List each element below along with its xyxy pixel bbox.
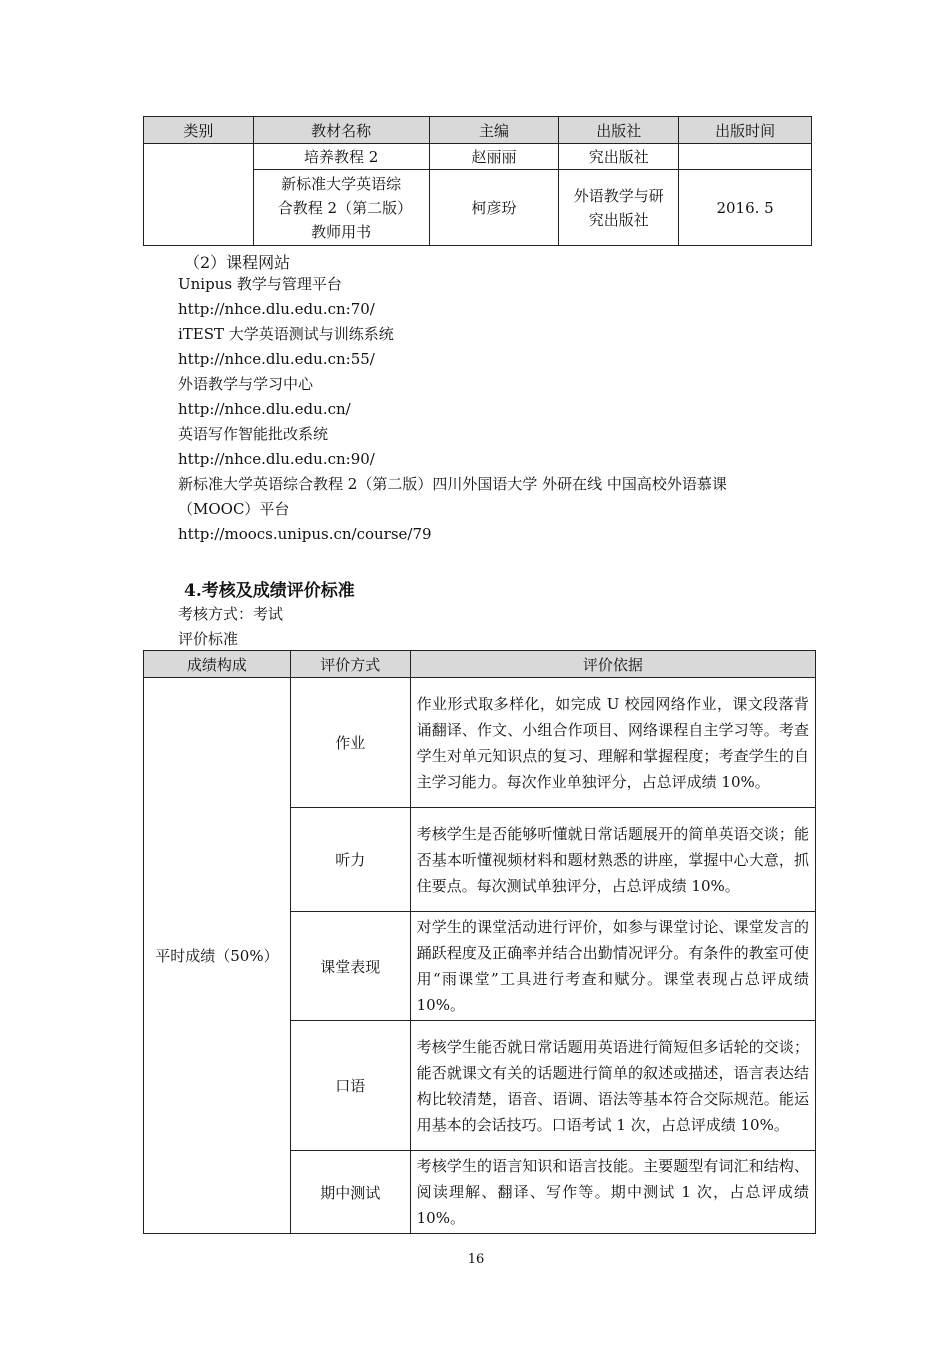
site-line: Unipus 教学与管理平台 [178, 275, 342, 293]
course-website-heading: （2）课程网站 [184, 253, 291, 272]
method-cell: 听力 [290, 808, 410, 912]
basis-cell: 考核学生是否能够听懂就日常话题展开的简单英语交谈；能否基本听懂视频材料和题材熟悉的讲座，掌握中心大意，抓住要点。每次测试单独评分，占总评成绩 10%。 [410, 808, 815, 912]
basis-cell: 对学生的课堂活动进行评价，如参与课堂讨论、课堂发言的踊跃程度及正确率并结合出勤情况评分。有条件的教室可使用“雨课堂”工具进行考查和赋分。课堂表现占总评成绩 10%。 [410, 912, 815, 1021]
method-cell: 期中测试 [290, 1151, 410, 1234]
site-link[interactable]: http://nhce.dlu.edu.cn:90/ [178, 450, 375, 468]
table-header-row [144, 117, 812, 144]
header-editor: 主编 [429, 117, 559, 144]
book-name-cell [253, 170, 429, 246]
category-cell [144, 144, 254, 246]
site-link[interactable]: http://nhce.dlu.edu.cn/ [178, 400, 351, 418]
site-line: 外语教学与学习中心 [178, 375, 314, 393]
site-line: （MOOC）平台 [178, 500, 290, 518]
header-publisher: 出版社 [559, 117, 679, 144]
course-website-list [178, 272, 727, 547]
date-cell: 2016. 5 [679, 170, 812, 246]
basis-cell: 作业形式取多样化，如完成 U 校园网络作业，课文段落背诵翻译、作文、小组合作项目、网络课程自主学习等。考查学生对单元知识点的复习、理解和掌握程度；考查学生的自主学习能力。每次作业单独评分，占总评成绩 10%。 [410, 678, 815, 808]
site-line: 英语写作智能批改系统 [178, 425, 329, 443]
book-name-cell: 培养教程 2 [253, 144, 429, 170]
header-category: 类别 [144, 117, 254, 144]
site-link[interactable]: http://nhce.dlu.edu.cn:55/ [178, 350, 375, 368]
publisher-text: 外语教学与研究出版社 [573, 186, 664, 229]
table-row [144, 678, 816, 808]
table-row [144, 144, 812, 170]
date-cell [679, 144, 812, 170]
header-book-name: 教材名称 [253, 117, 429, 144]
basis-cell: 考核学生的语言知识和语言技能。主要题型有词汇和结构、阅读理解、翻译、写作等。期中测试 1 次，占总评成绩 10%。 [410, 1151, 815, 1234]
method-cell: 课堂表现 [290, 912, 410, 1021]
publisher-cell: 究出版社 [559, 144, 679, 170]
header-publish-date: 出版时间 [679, 117, 812, 144]
header-eval-basis: 评价依据 [410, 651, 815, 678]
criteria-label: 评价标准 [178, 630, 239, 648]
site-link[interactable]: http://nhce.dlu.edu.cn:70/ [178, 300, 375, 318]
textbook-table [143, 116, 812, 246]
book-name-text: 新标准大学英语综合教程 2（第二版）教师用书 [277, 174, 405, 241]
header-eval-method: 评价方式 [290, 651, 410, 678]
editor-cell: 柯彦玢 [429, 170, 559, 246]
editor-cell: 赵丽丽 [429, 144, 559, 170]
site-link[interactable]: http://moocs.unipus.cn/course/79 [178, 525, 432, 543]
header-grade-composition: 成绩构成 [144, 651, 291, 678]
assessment-method: 考核方式：考试 [178, 605, 284, 623]
method-cell: 作业 [290, 678, 410, 808]
assessment-heading: 4.考核及成绩评价标准 [184, 581, 355, 601]
page-number: 16 [467, 1252, 485, 1267]
evaluation-table [143, 650, 816, 1234]
site-line: iTEST 大学英语测试与训练系统 [178, 325, 394, 343]
basis-cell: 考核学生能否就日常话题用英语进行简短但多话轮的交谈；能否就课文有关的话题进行简单的叙述或描述，语言表达结构比较清楚，语音、语调、语法等基本符合交际规范。能运用基本的会话技巧。口语考试 1 次，占总评成绩 10%。 [410, 1021, 815, 1151]
grade-group-cell: 平时成绩（50%） [144, 678, 291, 1234]
method-cell: 口语 [290, 1021, 410, 1151]
publisher-cell [559, 170, 679, 246]
site-line: 新标准大学英语综合教程 2（第二版）四川外国语大学 外研在线 中国高校外语慕课 [178, 475, 727, 493]
table-header-row [144, 651, 816, 678]
